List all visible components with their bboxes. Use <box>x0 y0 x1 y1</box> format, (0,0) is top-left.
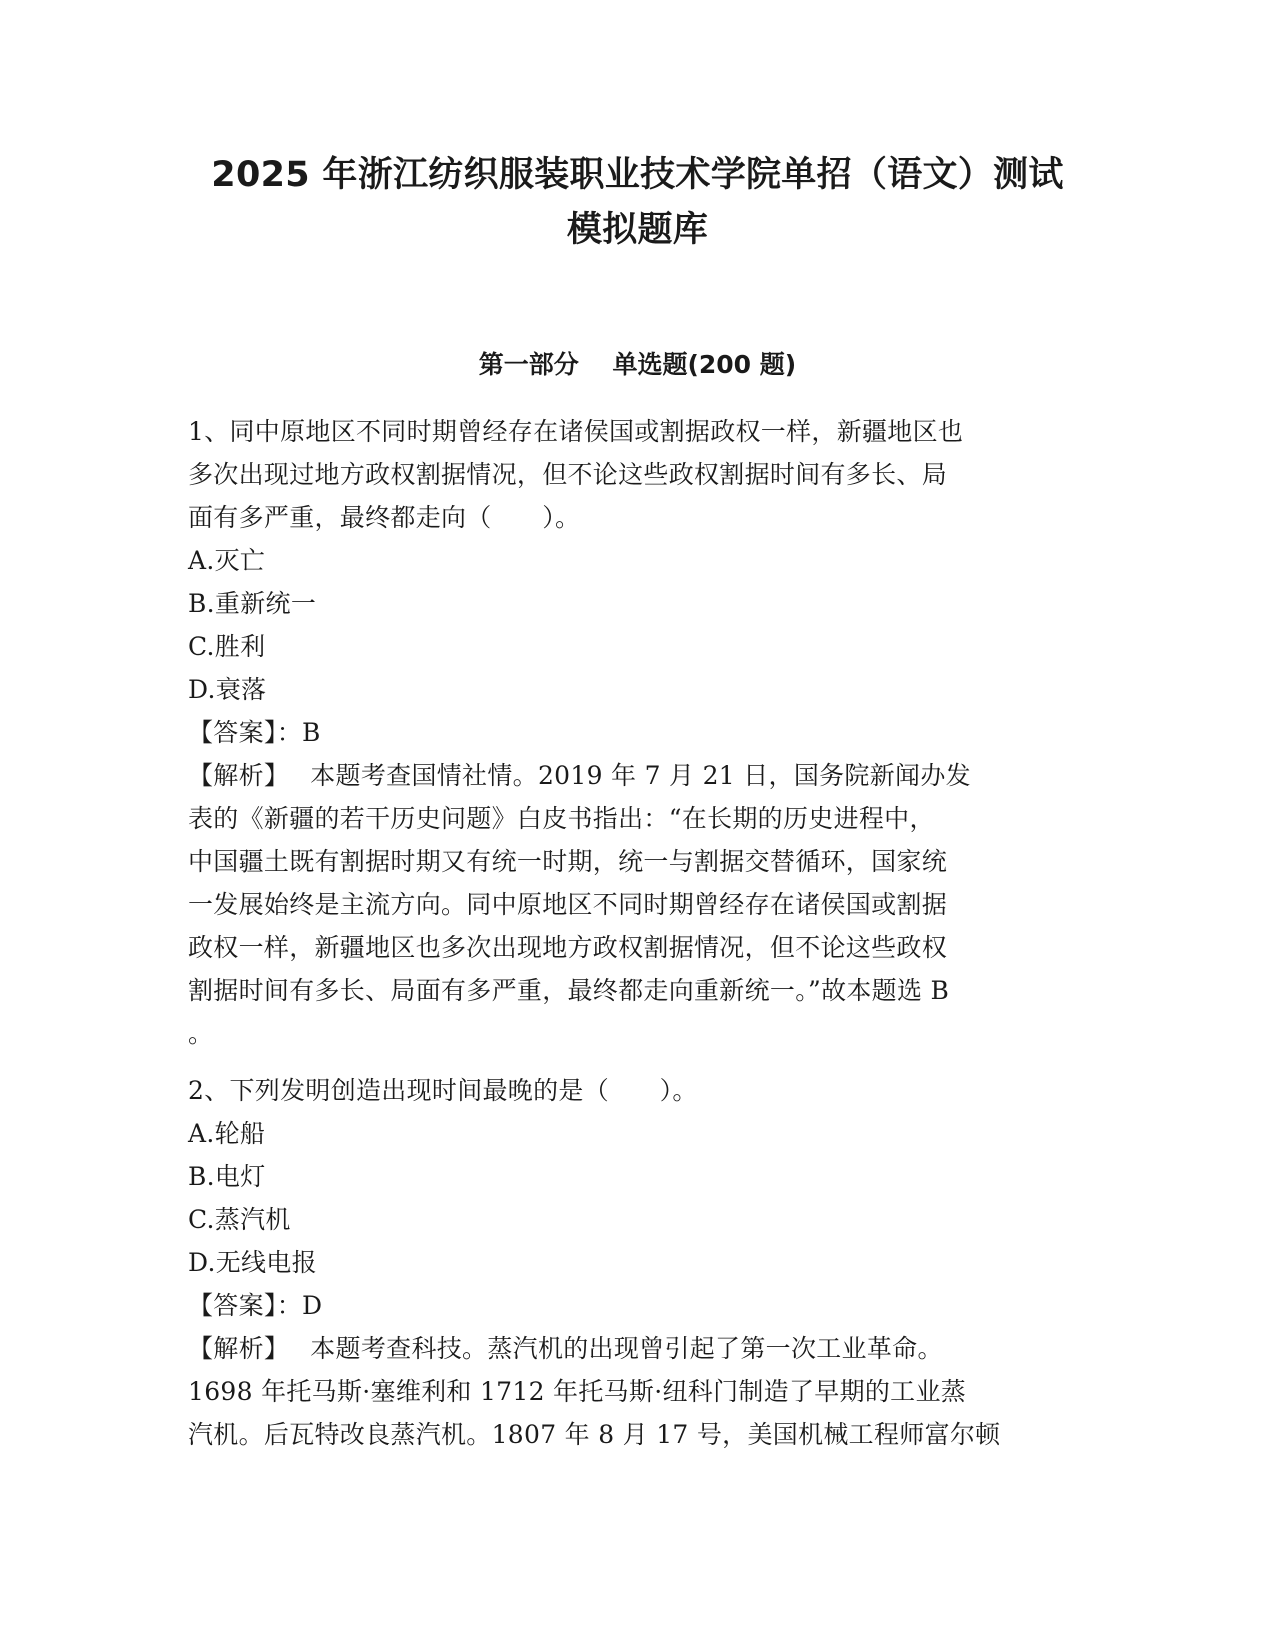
analysis-line: 中国疆土既有割据时期又有统一时期，统一与割据交替循环，国家统 <box>188 847 948 876</box>
document-title-line-2: 模拟题库 <box>566 210 709 250</box>
option-c: C.胜利 <box>188 632 266 661</box>
analysis-line: 表的《新疆的若干历史问题》白皮书指出：“在长期的历史进程中， <box>188 804 935 833</box>
option-d: D.衰落 <box>188 675 267 704</box>
question-list <box>188 410 1080 1456</box>
option-a: A.灭亡 <box>188 546 266 575</box>
question-stem-line: 面有多严重，最终都走向（ ）。 <box>188 503 581 532</box>
analysis-line: 政权一样，新疆地区也多次出现地方政权割据情况，但不论这些政权 <box>188 933 948 962</box>
analysis-line: 。 <box>188 1019 214 1048</box>
analysis-line: 【解析】 本题考查科技。蒸汽机的出现曾引起了第一次工业革命。 <box>188 1334 943 1363</box>
analysis-line: 一发展始终是主流方向。同中原地区不同时期曾经存在诸侯国或割据 <box>188 890 948 919</box>
section-heading: 第一部分 单选题(200 题) <box>478 350 797 379</box>
document-title <box>150 148 1125 258</box>
analysis-line: 1698 年托马斯·塞维利和 1712 年托马斯·纽科门制造了早期的工业蒸 <box>188 1377 967 1406</box>
question-1 <box>188 410 1080 1055</box>
question-spacer <box>188 1055 1080 1069</box>
analysis-line: 汽机。后瓦特改良蒸汽机。1807 年 8 月 17 号，美国机械工程师富尔顿 <box>188 1420 1001 1449</box>
question-stem-line: 多次出现过地方政权割据情况，但不论这些政权割据时间有多长、局 <box>188 460 948 489</box>
document-title-line-1: 2025 年浙江纺织服装职业技术学院单招（语文）测试 <box>211 155 1064 195</box>
option-c: C.蒸汽机 <box>188 1205 291 1234</box>
answer-line: 【答案】：D <box>188 1291 323 1320</box>
analysis-line: 割据时间有多长、局面有多严重，最终都走向重新统一。”故本题选 B <box>188 976 950 1005</box>
option-a: A.轮船 <box>188 1119 266 1148</box>
option-b: B.重新统一 <box>188 589 317 618</box>
analysis-line: 【解析】 本题考查国情社情。2019 年 7 月 21 日，国务院新闻办发 <box>188 761 971 790</box>
question-stem-line: 1、同中原地区不同时期曾经存在诸侯国或割据政权一样，新疆地区也 <box>188 417 964 446</box>
answer-line: 【答案】：B <box>188 718 321 747</box>
question-stem-line: 2、下列发明创造出现时间最晚的是（ ）。 <box>188 1076 698 1105</box>
option-b: B.电灯 <box>188 1162 266 1191</box>
question-2 <box>188 1069 1080 1456</box>
option-d: D.无线电报 <box>188 1248 317 1277</box>
